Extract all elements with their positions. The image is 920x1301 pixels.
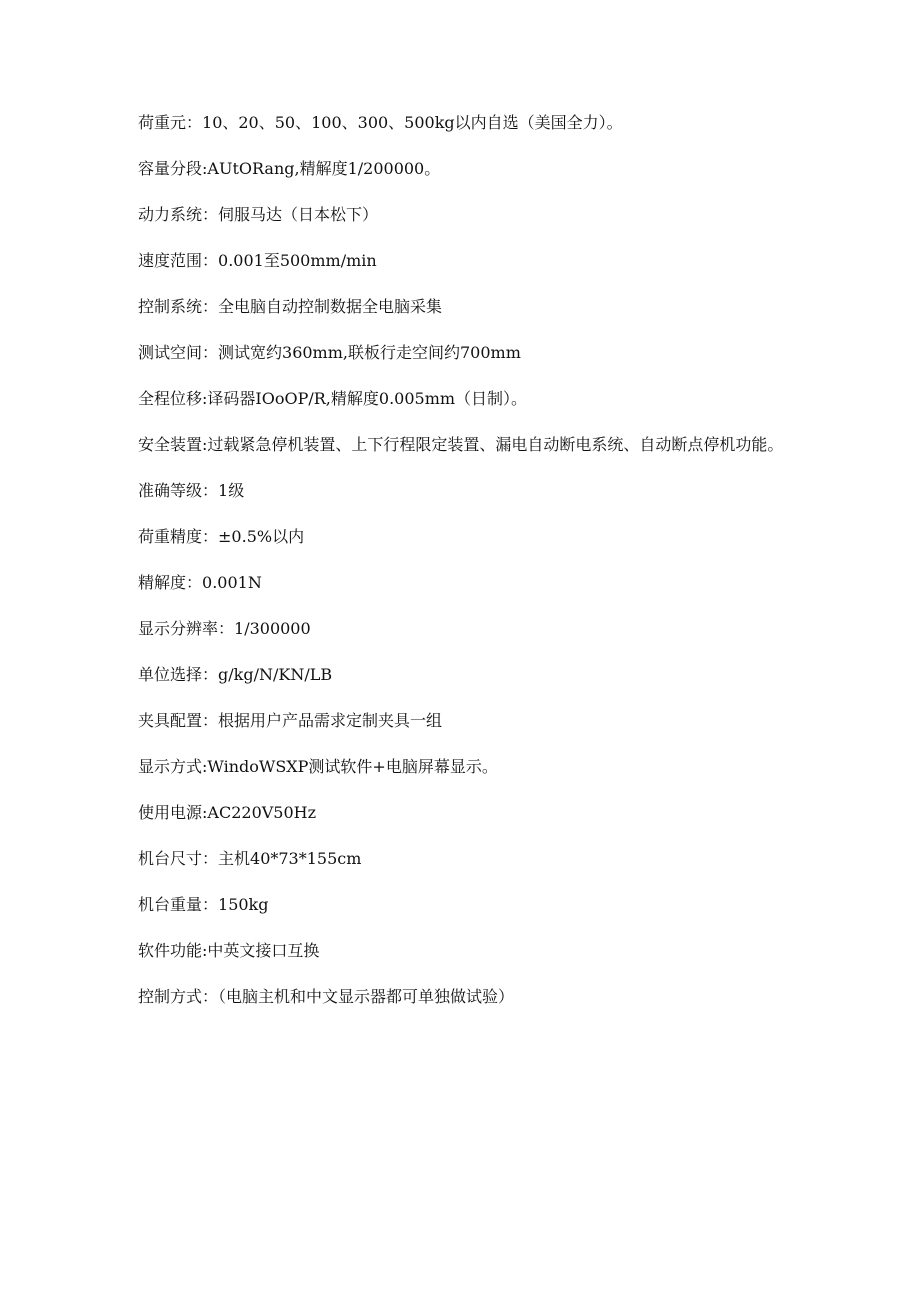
spec-value: 0.001至500mm/min (218, 251, 377, 270)
spec-label: 容量分段: (138, 159, 208, 178)
spec-value: 1级 (218, 481, 245, 500)
spec-value: 中英文接口互换 (207, 941, 320, 960)
spec-value: 150kg (218, 895, 269, 914)
spec-label: 安全装置: (138, 435, 208, 454)
spec-label: 速度范围： (138, 251, 219, 270)
spec-label: 准确等级： (138, 481, 219, 500)
spec-value: 根据用户产品需求定制夹具一组 (218, 711, 443, 730)
spec-value: （电脑主机和中文显示器都可单独做试验） (218, 987, 515, 1006)
spec-value: g/kg/N/KN/LB (218, 665, 333, 684)
spec-value: 测试宽约360mm,联板行走空间约700mm (218, 343, 521, 362)
spec-label: 动力系统： (138, 205, 219, 224)
spec-value: 伺服马达（日本松下） (218, 205, 379, 224)
spec-label: 显示分辨率： (138, 619, 235, 638)
spec-label: 精解度： (138, 573, 203, 592)
spec-value: 主机40*73*155cm (218, 849, 362, 868)
spec-value: 1/300000 (234, 619, 311, 638)
spec-value: 译码器IOoOP/R,精解度0.005mm（日制）。 (207, 389, 528, 408)
spec-label: 单位选择： (138, 665, 219, 684)
spec-item-power-system (138, 204, 788, 226)
spec-item-accuracy-class (138, 480, 788, 502)
spec-item-test-space (138, 342, 788, 364)
spec-item-machine-weight (138, 894, 788, 916)
spec-item-load-cell (138, 112, 788, 134)
spec-label: 荷重元： (138, 113, 203, 132)
spec-list (138, 112, 788, 1032)
spec-label: 机台尺寸： (138, 849, 219, 868)
spec-item-unit-selection (138, 664, 788, 686)
spec-item-fixture (138, 710, 788, 732)
spec-label: 软件功能: (138, 941, 208, 960)
spec-label: 全程位移: (138, 389, 208, 408)
spec-label: 使用电源: (138, 803, 208, 822)
spec-value: AUtORang,精解度1/200000。 (207, 159, 441, 178)
spec-item-display-resolution (138, 618, 788, 640)
spec-item-displacement (138, 388, 788, 410)
spec-value: 0.001N (202, 573, 262, 592)
spec-item-control-system (138, 296, 788, 318)
spec-item-display-mode (138, 756, 788, 778)
spec-value: 10、20、50、100、300、500kg以内自选（美国全力）。 (202, 113, 623, 132)
spec-value: 过载紧急停机装置、上下行程限定装置、漏电自动断电系统、自动断点停机功能。 (207, 435, 784, 454)
spec-item-safety-devices (138, 434, 788, 456)
spec-label: 荷重精度： (138, 527, 219, 546)
spec-item-load-accuracy (138, 526, 788, 548)
spec-value: AC220V50Hz (207, 803, 317, 822)
spec-label: 显示方式: (138, 757, 208, 776)
spec-item-software-function (138, 940, 788, 962)
spec-item-speed-range (138, 250, 788, 272)
spec-item-control-mode (138, 986, 788, 1008)
spec-item-resolution (138, 572, 788, 594)
spec-item-machine-size (138, 848, 788, 870)
spec-label: 机台重量： (138, 895, 219, 914)
spec-item-power-supply (138, 802, 788, 824)
spec-label: 夹具配置： (138, 711, 219, 730)
spec-label: 控制系统： (138, 297, 219, 316)
spec-label: 控制方式： (138, 987, 219, 1006)
spec-item-capacity-range (138, 158, 788, 180)
spec-value: ±0.5%以内 (218, 527, 305, 546)
spec-value: WindoWSXP测试软件+电脑屏幕显示。 (207, 757, 498, 776)
spec-label: 测试空间： (138, 343, 219, 362)
spec-value: 全电脑自动控制数据全电脑采集 (218, 297, 443, 316)
